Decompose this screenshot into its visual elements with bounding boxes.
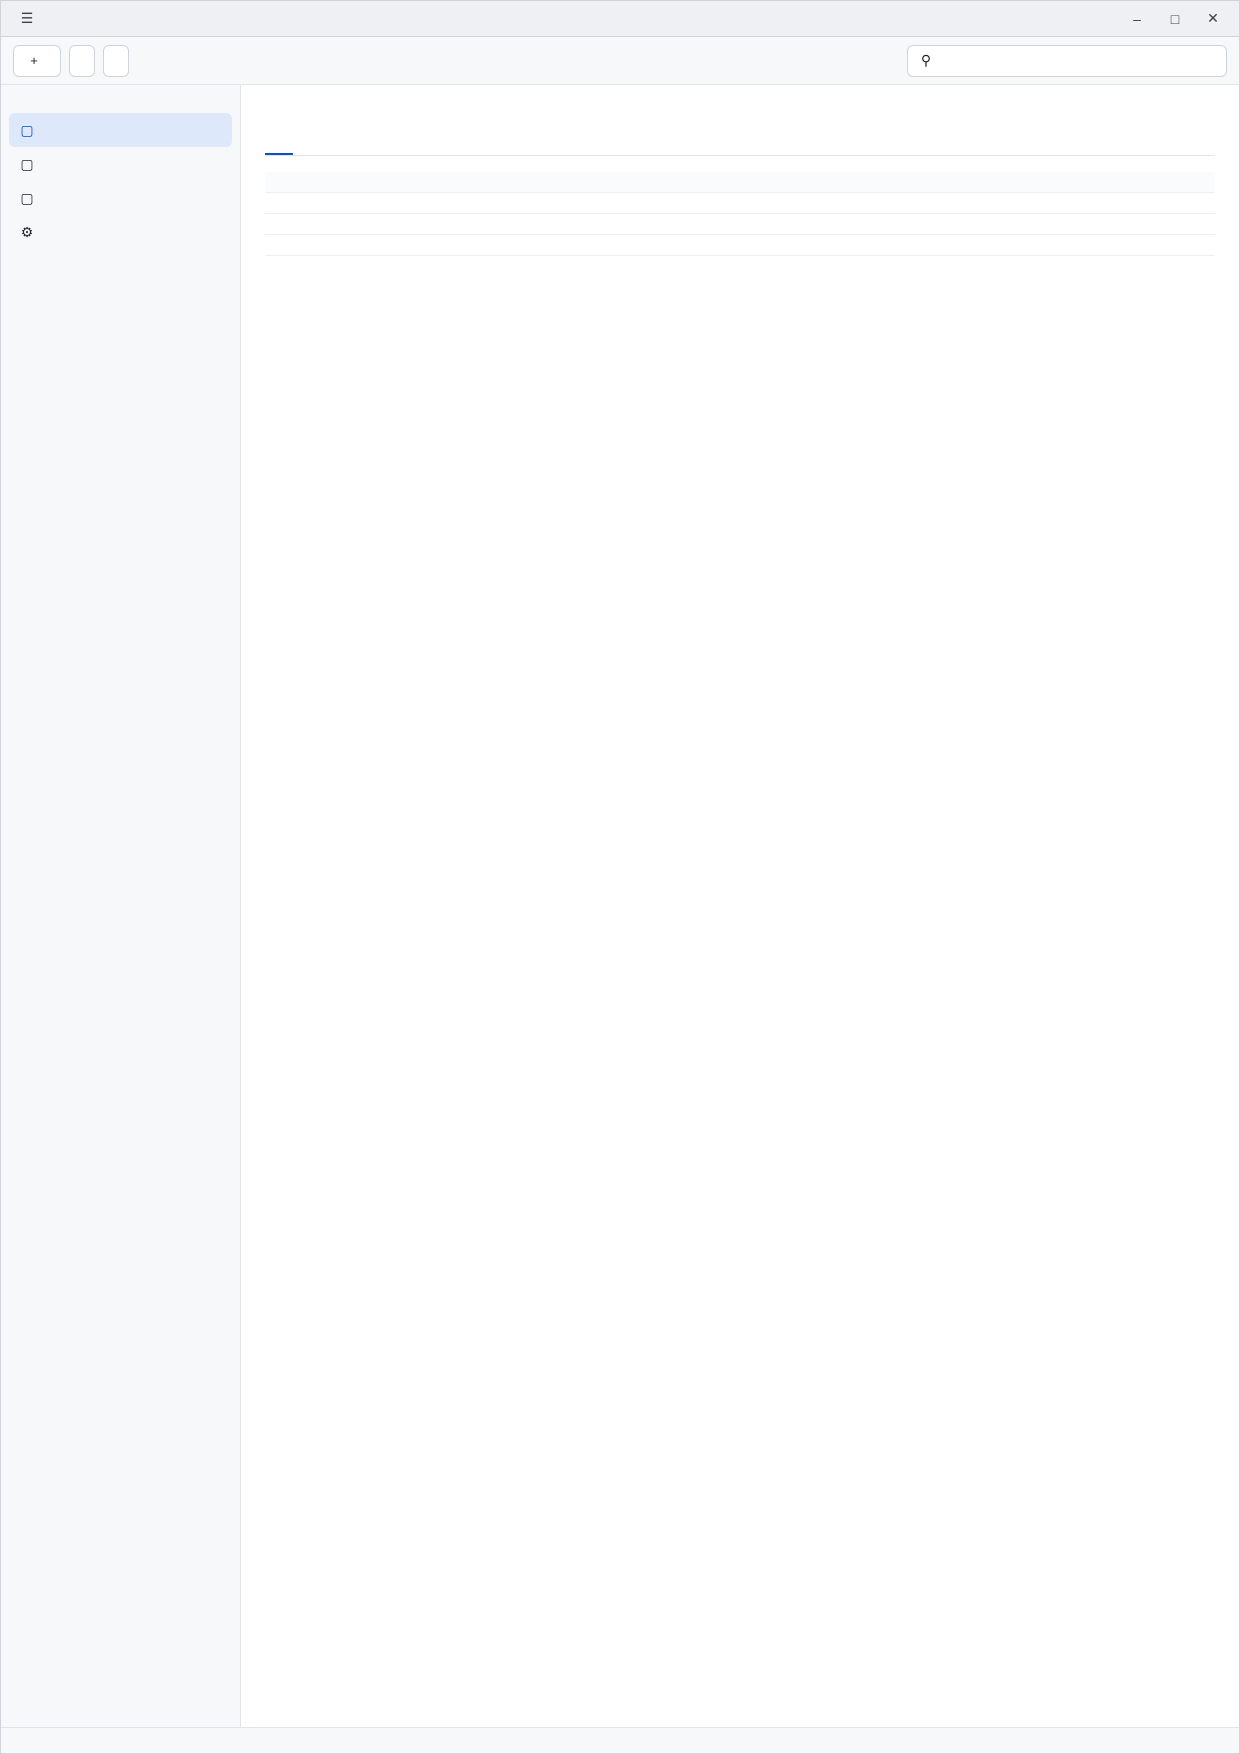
table-cell [898,214,1215,235]
table-row[interactable] [265,214,1215,235]
sidebar-item-1[interactable] [9,113,232,147]
sidebar-section-title [9,97,232,113]
search-icon: ⚲ [920,52,932,68]
main-panel [241,85,1239,1727]
content-area [1,85,1239,1727]
toolbar [1,37,1239,85]
maximize-icon[interactable]: □ [1170,10,1180,27]
close-icon[interactable]: ✕ [1207,10,1219,26]
table-cell [265,214,582,235]
toolbar-button-2[interactable] [69,45,95,77]
status-bar [1,1727,1239,1753]
column-header[interactable] [265,172,582,193]
menu-icon[interactable]: ☰ [20,10,34,26]
table-header-row [265,172,1215,193]
table-row[interactable] [265,193,1215,214]
table-cell [898,235,1215,256]
toolbar-button-1[interactable] [13,45,61,77]
tab-bar [265,137,1215,156]
sidebar [1,85,241,1727]
minimize-icon[interactable]: – [1133,10,1141,27]
tab-2[interactable] [297,137,325,155]
column-header[interactable] [898,172,1215,193]
gear-icon: ⚙ [20,223,34,240]
sidebar-item-2[interactable] [9,147,232,181]
sidebar-item-3[interactable] [9,181,232,215]
table-cell [265,235,582,256]
toolbar-button-3[interactable] [103,45,129,77]
column-header[interactable] [582,172,899,193]
table-cell [898,193,1215,214]
sidebar-item-4[interactable] [9,215,232,249]
title-bar [1,1,1239,37]
table-row[interactable] [265,235,1215,256]
table-cell [265,193,582,214]
tab-3[interactable] [329,137,357,155]
table-cell [582,214,899,235]
folder-icon: ▢ [20,155,34,172]
search-input[interactable] [940,53,1216,68]
plus-icon: + [30,53,38,68]
folder-icon: ▢ [20,121,34,138]
table-cell [582,235,899,256]
tab-1[interactable] [265,137,293,155]
table-cell [582,193,899,214]
search-box [907,45,1227,77]
data-table [265,172,1215,256]
folder-icon: ▢ [20,189,34,206]
